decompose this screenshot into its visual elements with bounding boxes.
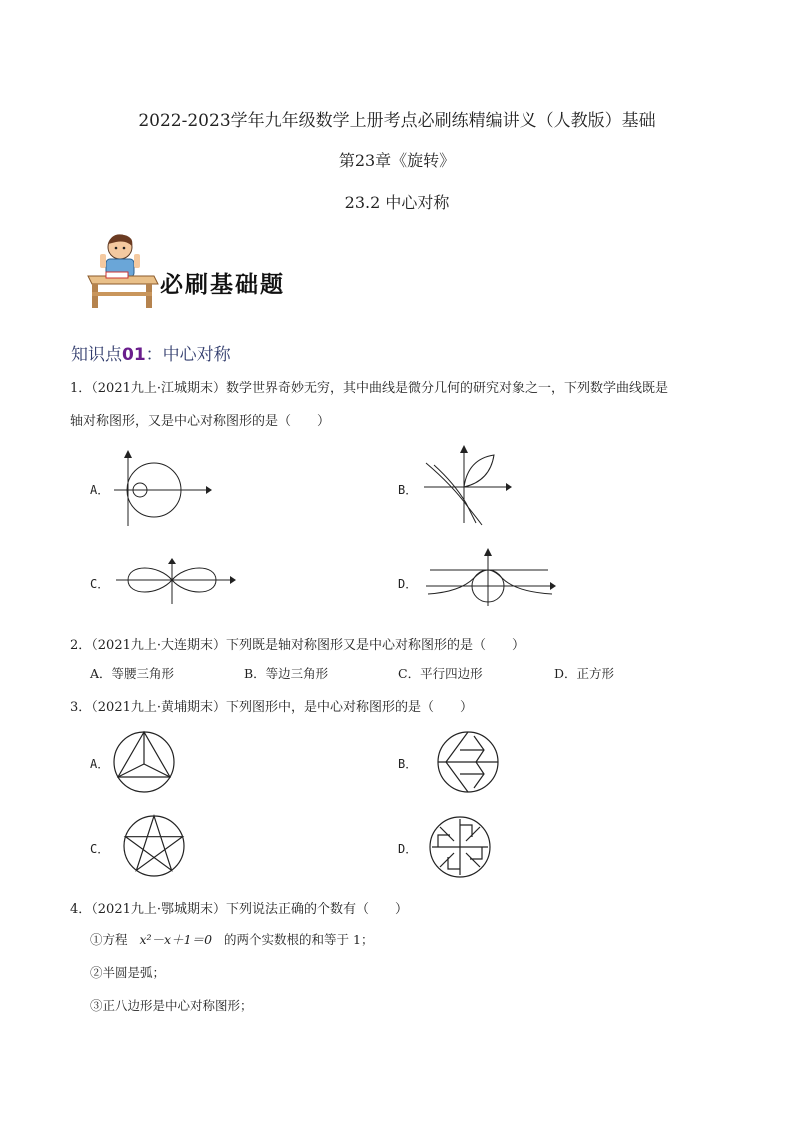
document-title: 2022-2023学年九年级数学上册考点必刷练精编讲义（人教版）基础 [138,111,656,131]
q1-option-c-label: C． [90,577,110,591]
q1-option-d-label: D． [398,577,418,591]
q4-item-3: ③正八边形是中心对称图形； [90,998,253,1013]
q3-option-c-pentagram-figure [122,814,186,878]
q4-item-2: ②半圆是弧； [90,965,166,980]
knowledge-point-heading [71,340,231,365]
section-title: 23.2 中心对称 [344,193,450,212]
q1-option-a-cardioid-figure [112,450,212,530]
q3-option-a-label: A． [90,757,110,771]
q4-equation: x²－x＋1＝0 [139,932,213,947]
q2-option-d: D．正方形 [554,666,615,681]
q2-option-b: B．等边三角形 [244,666,329,681]
q1-line1: 1．（2021九上·江城期末）数学世界奇妙无穷，其中曲线是微分几何的研究对象之一，下列数学曲线既是 [70,381,668,396]
kp-prefix: 知识点 [71,345,122,365]
q3-option-d-pinwheel-figure [428,815,492,879]
student-desk-illustration [86,232,158,312]
q4-item-1-suffix: 的两个实数根的和等于 1； [224,932,374,947]
q1-line2: 轴对称图形，又是中心对称图形的是（ ） [70,414,331,429]
q3-option-b-arrow-circle-figure [436,730,500,794]
q3-option-c-label: C． [90,842,110,856]
q2-line1: 2．（2021九上·大连期末）下列既是轴对称图形又是中心对称图形的是（ ） [70,638,525,653]
q3-option-d-label: D． [398,842,418,856]
q1-option-b-leaf-figure [422,445,512,525]
chapter-title: 第23章《旋转》 [338,151,456,170]
q2-option-a: A．等腰三角形 [90,666,175,681]
kp-number: 01 [122,345,146,365]
kp-name: 中心对称 [162,345,231,365]
q4-line1: 4．（2021九上·鄂城期末）下列说法正确的个数有（ ） [70,902,408,917]
q1-option-c-lemniscate-figure [114,558,238,608]
q3-option-b-label: B． [398,757,418,771]
q4-item-1-prefix: ①方程 [90,932,128,947]
q2-option-c: C．平行四边形 [398,666,483,681]
badge-label: 必刷基础题 [160,272,285,298]
q1-option-b-label: B． [398,483,418,497]
q1-option-a-label: A． [90,483,110,497]
q3-option-a-triangle-circle-figure [112,730,176,794]
kp-sep: ： [145,345,163,365]
q3-line1: 3．（2021九上·黄埔期末）下列图形中，是中心对称图形的是（ ） [70,700,473,715]
q4-item-1 [90,930,373,948]
q1-option-d-witch-curve-figure [424,548,560,608]
